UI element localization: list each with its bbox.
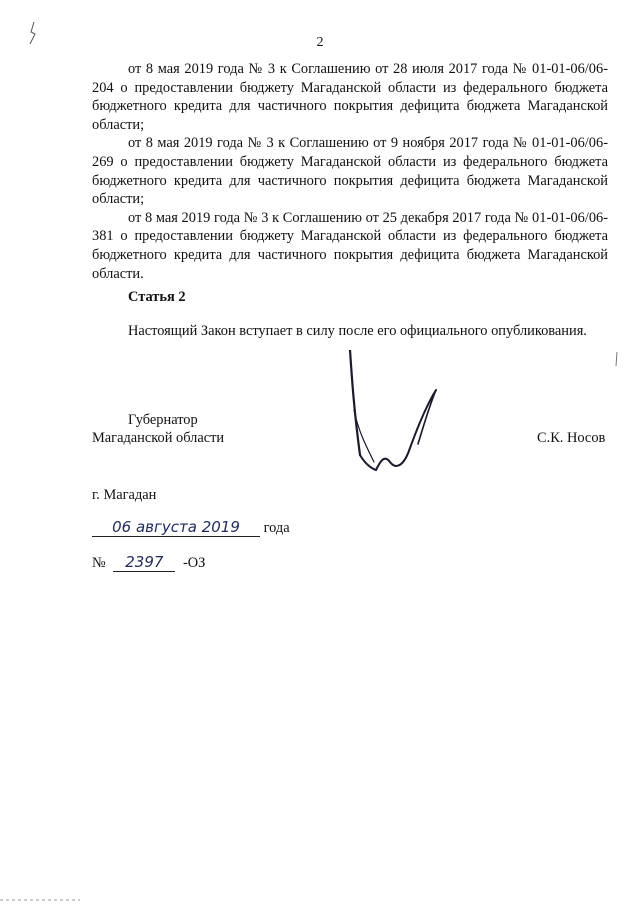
- city: г. Магадан: [92, 487, 157, 503]
- handwritten-date: 06 августа 2019: [92, 518, 260, 537]
- article-heading: Статья 2: [128, 289, 186, 305]
- number-suffix: -ОЗ: [182, 555, 206, 571]
- article-text: Настоящий Закон вступает в силу после его официального опубликования.: [128, 323, 587, 339]
- date-suffix: года: [263, 520, 290, 536]
- signatory-region: Магаданской области: [92, 430, 225, 446]
- scan-artifact-right: [614, 352, 620, 366]
- paragraph-1: от 8 мая 2019 года № 3 к Соглашению от 28 июля 2017 года № 01-01-06/06-204 о предоставлении бюджету Магаданской области из федерального бюджета бюджетного кредита для частичного покрытия дефицита бюджета Магаданской области;: [92, 61, 608, 133]
- paragraph-3: от 8 мая 2019 года № 3 к Соглашению от 25 декабря 2017 года № 01-01-06/06-381 о предоставлении бюджету Магаданской области из федерального бюджета бюджетного кредита для частичного покрытия дефицита бюджета Магаданской области.: [92, 209, 608, 282]
- scan-artifact-bottom: [0, 898, 80, 902]
- paragraph-2: от 8 мая 2019 года № 3 к Соглашению от 9 ноября 2017 года № 01-01-06/06-269 о предоставлении бюджету Магаданской области из федерального бюджета бюджетного кредита для частичного покрытия дефицита бюджета Магаданской области;: [92, 135, 608, 208]
- document-body: [92, 60, 608, 283]
- scan-artifact-top-left: [28, 22, 40, 44]
- date-line: [92, 518, 290, 537]
- signatory-name: С.К. Носов: [537, 430, 606, 446]
- handwritten-number: 2397: [113, 553, 175, 572]
- handwritten-signature: [340, 350, 460, 485]
- number-sign: №: [92, 555, 106, 571]
- page-number: 2: [316, 35, 324, 50]
- signatory-title: Губернатор: [128, 412, 198, 428]
- law-number-line: [92, 553, 205, 572]
